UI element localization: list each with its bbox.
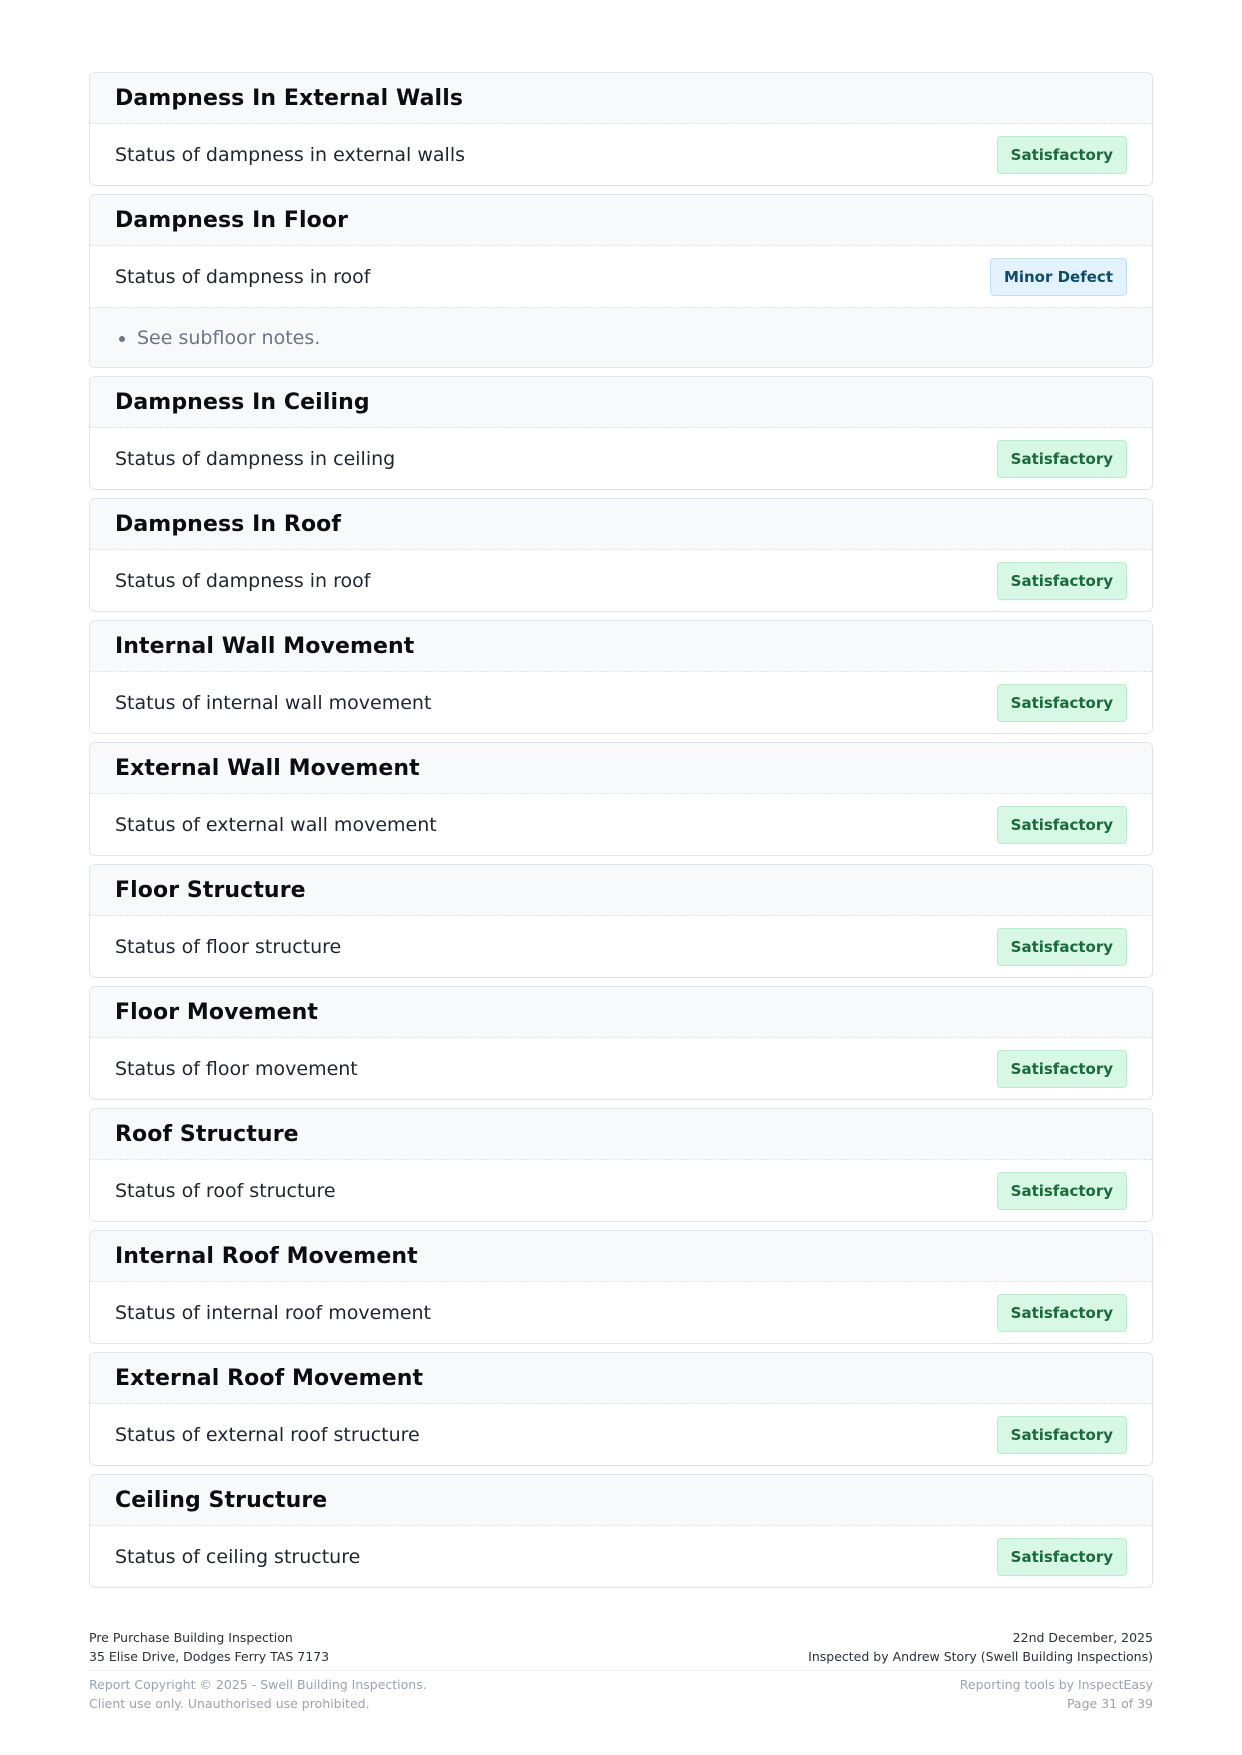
section-header bbox=[90, 73, 1152, 124]
section-title: Floor Movement bbox=[115, 999, 318, 1025]
status-row bbox=[90, 1526, 1152, 1587]
notes-list bbox=[115, 327, 320, 349]
status-label: Status of dampness in external walls bbox=[115, 143, 465, 166]
status-badge: Satisfactory bbox=[997, 1294, 1127, 1332]
status-row bbox=[90, 672, 1152, 733]
section-header bbox=[90, 1353, 1152, 1404]
status-label: Status of internal wall movement bbox=[115, 691, 432, 714]
footer-usage: Client use only. Unauthorised use prohibited. bbox=[89, 1696, 370, 1711]
footer-meta bbox=[960, 1675, 1153, 1713]
status-badge: Satisfactory bbox=[997, 928, 1127, 966]
section-header bbox=[90, 499, 1152, 550]
status-badge: Satisfactory bbox=[997, 1050, 1127, 1088]
status-label: Status of floor structure bbox=[115, 935, 342, 958]
status-label: Status of floor movement bbox=[115, 1057, 358, 1080]
status-row bbox=[90, 428, 1152, 489]
footer-tools: Reporting tools by InspectEasy bbox=[959, 1677, 1153, 1692]
status-label: Status of external wall movement bbox=[115, 813, 437, 836]
footer-copyright: Report Copyright © 2025 - Swell Building Inspections. bbox=[89, 1677, 427, 1692]
section-title: Floor Structure bbox=[115, 877, 306, 903]
status-badge: Satisfactory bbox=[997, 1538, 1127, 1576]
status-row bbox=[90, 916, 1152, 977]
section-header bbox=[90, 987, 1152, 1038]
section-card bbox=[89, 72, 1153, 186]
section-card bbox=[89, 376, 1153, 490]
footer-legal bbox=[89, 1675, 427, 1713]
status-badge: Satisfactory bbox=[997, 136, 1127, 174]
section-title: Dampness In Floor bbox=[115, 207, 349, 233]
status-badge: Satisfactory bbox=[997, 806, 1127, 844]
status-row bbox=[90, 124, 1152, 185]
status-row bbox=[90, 1282, 1152, 1343]
section-card bbox=[89, 194, 1153, 368]
section-card bbox=[89, 986, 1153, 1100]
status-badge: Minor Defect bbox=[990, 258, 1127, 296]
status-label: Status of internal roof movement bbox=[115, 1301, 432, 1324]
footer-bottom bbox=[89, 1671, 1153, 1713]
section-title: Roof Structure bbox=[115, 1121, 299, 1147]
status-badge: Satisfactory bbox=[997, 1416, 1127, 1454]
section-title: External Roof Movement bbox=[115, 1365, 424, 1391]
status-row bbox=[90, 1160, 1152, 1221]
section-notes bbox=[90, 307, 1152, 367]
status-badge: Satisfactory bbox=[997, 440, 1127, 478]
footer-date: 22nd December, 2025 bbox=[1012, 1630, 1153, 1645]
section-card bbox=[89, 498, 1153, 612]
section-header bbox=[90, 1109, 1152, 1160]
footer-page-number: Page 31 of 39 bbox=[1066, 1696, 1153, 1711]
section-card bbox=[89, 620, 1153, 734]
footer-inspection-info bbox=[808, 1628, 1153, 1666]
section-header bbox=[90, 743, 1152, 794]
section-title: Internal Roof Movement bbox=[115, 1243, 418, 1269]
status-label: Status of ceiling structure bbox=[115, 1545, 361, 1568]
section-card bbox=[89, 1474, 1153, 1588]
section-card bbox=[89, 1352, 1153, 1466]
status-badge: Satisfactory bbox=[997, 1172, 1127, 1210]
section-header bbox=[90, 621, 1152, 672]
footer-top bbox=[89, 1628, 1153, 1671]
status-row bbox=[90, 550, 1152, 611]
status-badge: Satisfactory bbox=[997, 684, 1127, 722]
status-row bbox=[90, 246, 1152, 307]
section-header bbox=[90, 1475, 1152, 1526]
status-label: Status of dampness in ceiling bbox=[115, 447, 396, 470]
inspection-sections bbox=[89, 72, 1153, 1596]
status-badge: Satisfactory bbox=[997, 562, 1127, 600]
section-card bbox=[89, 1108, 1153, 1222]
status-row bbox=[90, 1404, 1152, 1465]
section-header bbox=[90, 865, 1152, 916]
footer-report-type: Pre Purchase Building Inspection bbox=[89, 1630, 293, 1645]
note-item: • See subfloor notes. bbox=[137, 327, 320, 349]
footer-address: 35 Elise Drive, Dodges Ferry TAS 7173 bbox=[89, 1649, 330, 1664]
section-card bbox=[89, 1230, 1153, 1344]
section-title: External Wall Movement bbox=[115, 755, 420, 781]
section-header bbox=[90, 1231, 1152, 1282]
status-row bbox=[90, 794, 1152, 855]
status-label: Status of external roof structure bbox=[115, 1423, 420, 1446]
page-footer bbox=[89, 1628, 1153, 1713]
section-header bbox=[90, 377, 1152, 428]
footer-inspector: Inspected by Andrew Story (Swell Building Inspections) bbox=[808, 1649, 1153, 1664]
footer-report-info bbox=[89, 1628, 329, 1666]
section-title: Dampness In Roof bbox=[115, 511, 342, 537]
section-title: Internal Wall Movement bbox=[115, 633, 415, 659]
status-label: Status of dampness in roof bbox=[115, 569, 371, 592]
section-title: Dampness In External Walls bbox=[115, 85, 464, 111]
section-card bbox=[89, 742, 1153, 856]
status-row bbox=[90, 1038, 1152, 1099]
status-label: Status of roof structure bbox=[115, 1179, 336, 1202]
section-title: Ceiling Structure bbox=[115, 1487, 328, 1513]
status-label: Status of dampness in roof bbox=[115, 265, 371, 288]
section-header bbox=[90, 195, 1152, 246]
section-title: Dampness In Ceiling bbox=[115, 389, 370, 415]
section-card bbox=[89, 864, 1153, 978]
